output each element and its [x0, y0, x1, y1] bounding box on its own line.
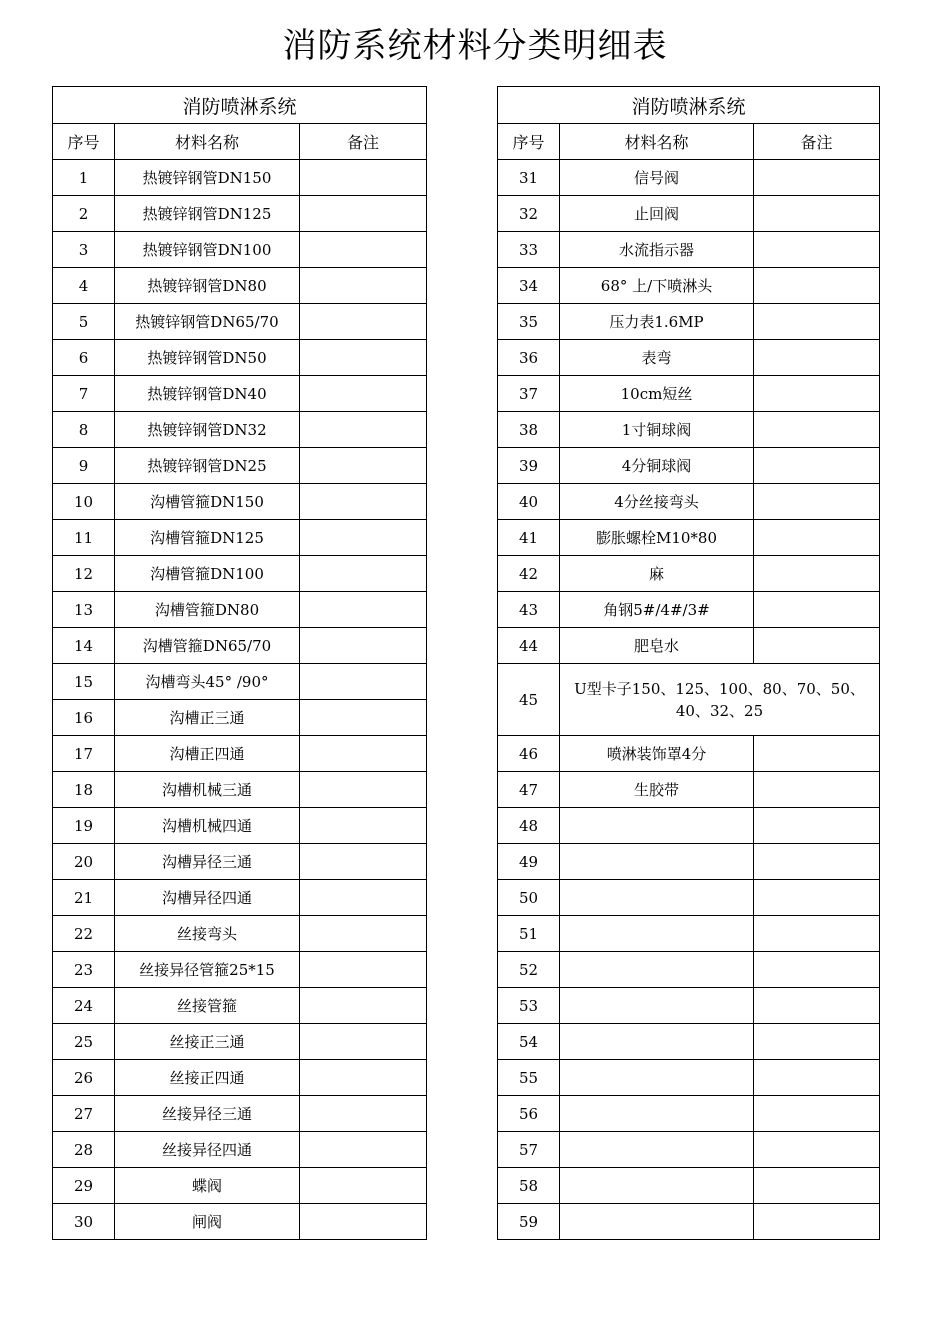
remark-cell — [754, 304, 880, 340]
remark-cell — [300, 1204, 427, 1240]
row-index: 34 — [498, 268, 560, 304]
remark-cell — [300, 736, 427, 772]
row-index: 33 — [498, 232, 560, 268]
table-row — [53, 772, 427, 808]
material-name: 热镀锌钢管DN50 — [115, 340, 300, 376]
material-name: 10cm短丝 — [560, 376, 754, 412]
row-index: 13 — [53, 592, 115, 628]
remark-cell — [754, 1024, 880, 1060]
row-index: 54 — [498, 1024, 560, 1060]
table-row — [498, 808, 880, 844]
remark-cell — [754, 988, 880, 1024]
row-index: 19 — [53, 808, 115, 844]
remark-cell — [754, 484, 880, 520]
table-row — [498, 988, 880, 1024]
table-row — [498, 880, 880, 916]
table-row — [53, 520, 427, 556]
material-name: 蝶阀 — [115, 1168, 300, 1204]
row-index: 5 — [53, 304, 115, 340]
material-name — [560, 1060, 754, 1096]
material-name: 闸阀 — [115, 1204, 300, 1240]
material-name: 膨胀螺栓M10*80 — [560, 520, 754, 556]
remark-cell — [754, 916, 880, 952]
table-row — [498, 160, 880, 196]
header-index: 序号 — [498, 124, 560, 160]
remark-cell — [754, 160, 880, 196]
remark-cell — [754, 1060, 880, 1096]
row-index: 48 — [498, 808, 560, 844]
material-name: 68° 上/下喷淋头 — [560, 268, 754, 304]
remark-cell — [300, 592, 427, 628]
table-row — [498, 196, 880, 232]
remark-cell — [754, 880, 880, 916]
material-name: 沟槽异径三通 — [115, 844, 300, 880]
remark-cell — [754, 592, 880, 628]
row-index: 10 — [53, 484, 115, 520]
row-index: 24 — [53, 988, 115, 1024]
table-row — [498, 340, 880, 376]
material-name: 角钢5#/4#/3# — [560, 592, 754, 628]
table-row — [498, 304, 880, 340]
table-row — [498, 628, 880, 664]
material-name — [560, 988, 754, 1024]
table-row — [53, 1204, 427, 1240]
row-index: 45 — [498, 664, 560, 736]
material-name — [560, 916, 754, 952]
row-index: 55 — [498, 1060, 560, 1096]
remark-cell — [300, 412, 427, 448]
material-name: 丝接弯头 — [115, 916, 300, 952]
remark-cell — [754, 196, 880, 232]
table-row — [498, 556, 880, 592]
material-name — [560, 1096, 754, 1132]
row-index: 2 — [53, 196, 115, 232]
row-index: 14 — [53, 628, 115, 664]
remark-cell — [300, 1024, 427, 1060]
row-index: 40 — [498, 484, 560, 520]
remark-cell — [754, 628, 880, 664]
table-row — [53, 484, 427, 520]
table-row — [53, 232, 427, 268]
remark-cell — [754, 772, 880, 808]
material-name: 热镀锌钢管DN150 — [115, 160, 300, 196]
header-material-name: 材料名称 — [560, 124, 754, 160]
table-row — [53, 844, 427, 880]
material-name — [560, 952, 754, 988]
table-row — [53, 1168, 427, 1204]
table-row — [53, 1132, 427, 1168]
table-row — [498, 448, 880, 484]
row-index: 47 — [498, 772, 560, 808]
table-row — [498, 268, 880, 304]
row-index: 27 — [53, 1096, 115, 1132]
remark-cell — [754, 376, 880, 412]
table-row — [498, 1060, 880, 1096]
material-table-left — [52, 86, 427, 1240]
material-name: 沟槽正三通 — [115, 700, 300, 736]
table-row — [498, 1168, 880, 1204]
table-row — [53, 412, 427, 448]
material-name: 表弯 — [560, 340, 754, 376]
remark-cell — [754, 952, 880, 988]
remark-cell — [754, 1204, 880, 1240]
row-index: 36 — [498, 340, 560, 376]
row-index: 3 — [53, 232, 115, 268]
material-name: 热镀锌钢管DN32 — [115, 412, 300, 448]
remark-cell — [300, 808, 427, 844]
material-name: 信号阀 — [560, 160, 754, 196]
row-index: 59 — [498, 1204, 560, 1240]
material-name: 沟槽异径四通 — [115, 880, 300, 916]
material-name: 沟槽正四通 — [115, 736, 300, 772]
table-row — [53, 736, 427, 772]
table-row — [498, 1132, 880, 1168]
remark-cell — [300, 772, 427, 808]
remark-cell — [754, 520, 880, 556]
table-row — [498, 412, 880, 448]
material-name — [560, 844, 754, 880]
material-name: 丝接正三通 — [115, 1024, 300, 1060]
row-index: 18 — [53, 772, 115, 808]
row-index: 29 — [53, 1168, 115, 1204]
material-name: 热镀锌钢管DN125 — [115, 196, 300, 232]
remark-cell — [754, 340, 880, 376]
row-index: 30 — [53, 1204, 115, 1240]
header-remark: 备注 — [754, 124, 880, 160]
remark-cell — [754, 808, 880, 844]
material-name: 1寸铜球阀 — [560, 412, 754, 448]
material-name: 沟槽管箍DN65/70 — [115, 628, 300, 664]
row-index: 41 — [498, 520, 560, 556]
row-index: 50 — [498, 880, 560, 916]
remark-cell — [300, 916, 427, 952]
table-row — [498, 232, 880, 268]
material-name: 热镀锌钢管DN65/70 — [115, 304, 300, 340]
row-index: 51 — [498, 916, 560, 952]
table-row — [498, 916, 880, 952]
table-row — [498, 736, 880, 772]
material-name: 沟槽管箍DN80 — [115, 592, 300, 628]
table-row — [498, 1024, 880, 1060]
remark-cell — [300, 880, 427, 916]
table-row — [53, 304, 427, 340]
material-name: 肥皂水 — [560, 628, 754, 664]
material-name — [560, 1168, 754, 1204]
remark-cell — [300, 304, 427, 340]
table-row — [53, 160, 427, 196]
material-name: 生胶带 — [560, 772, 754, 808]
remark-cell — [300, 664, 427, 700]
table-row — [53, 952, 427, 988]
table-row — [53, 448, 427, 484]
remark-cell — [300, 1096, 427, 1132]
remark-cell — [300, 520, 427, 556]
row-index: 12 — [53, 556, 115, 592]
material-name: 压力表1.6MP — [560, 304, 754, 340]
table-row — [498, 1204, 880, 1240]
table-row — [498, 1096, 880, 1132]
remark-cell — [300, 268, 427, 304]
row-index: 1 — [53, 160, 115, 196]
remark-cell — [300, 1060, 427, 1096]
row-index: 23 — [53, 952, 115, 988]
row-index: 42 — [498, 556, 560, 592]
row-index: 31 — [498, 160, 560, 196]
row-index: 21 — [53, 880, 115, 916]
row-index: 57 — [498, 1132, 560, 1168]
table-row — [53, 340, 427, 376]
remark-cell — [300, 340, 427, 376]
material-name: 水流指示器 — [560, 232, 754, 268]
header-material-name: 材料名称 — [115, 124, 300, 160]
material-name: 沟槽机械四通 — [115, 808, 300, 844]
row-index: 9 — [53, 448, 115, 484]
section-title: 消防喷淋系统 — [53, 87, 427, 124]
table-row — [498, 376, 880, 412]
remark-cell — [300, 1132, 427, 1168]
table-row — [53, 556, 427, 592]
table-row — [53, 988, 427, 1024]
remark-cell — [754, 268, 880, 304]
material-name: 4分铜球阀 — [560, 448, 754, 484]
row-index: 44 — [498, 628, 560, 664]
table-row — [53, 880, 427, 916]
row-index: 39 — [498, 448, 560, 484]
material-name: 热镀锌钢管DN100 — [115, 232, 300, 268]
table-row — [53, 1024, 427, 1060]
remark-cell — [754, 1132, 880, 1168]
remark-cell — [754, 1096, 880, 1132]
row-index: 32 — [498, 196, 560, 232]
remark-cell — [300, 988, 427, 1024]
row-index: 46 — [498, 736, 560, 772]
table-row — [53, 1096, 427, 1132]
remark-cell — [300, 628, 427, 664]
remark-cell — [300, 844, 427, 880]
table-row — [498, 664, 880, 736]
material-name: 喷淋装饰罩4分 — [560, 736, 754, 772]
remark-cell — [754, 844, 880, 880]
document-title: 消防系统材料分类明细表 — [282, 26, 668, 66]
row-index: 15 — [53, 664, 115, 700]
row-index: 49 — [498, 844, 560, 880]
table-row — [53, 268, 427, 304]
row-index: 8 — [53, 412, 115, 448]
table-row — [498, 592, 880, 628]
table-row — [53, 628, 427, 664]
material-name: 丝接正四通 — [115, 1060, 300, 1096]
remark-cell — [754, 1168, 880, 1204]
remark-cell — [754, 232, 880, 268]
table-row — [498, 520, 880, 556]
remark-cell — [300, 700, 427, 736]
table-row — [53, 916, 427, 952]
material-name — [560, 1132, 754, 1168]
remark-cell — [300, 160, 427, 196]
row-index: 17 — [53, 736, 115, 772]
material-name: 丝接异径四通 — [115, 1132, 300, 1168]
row-index: 35 — [498, 304, 560, 340]
material-name: 4分丝接弯头 — [560, 484, 754, 520]
material-name: 热镀锌钢管DN80 — [115, 268, 300, 304]
row-index: 22 — [53, 916, 115, 952]
table-row — [53, 592, 427, 628]
remark-cell — [300, 952, 427, 988]
material-name: 热镀锌钢管DN25 — [115, 448, 300, 484]
row-index: 26 — [53, 1060, 115, 1096]
header-index: 序号 — [53, 124, 115, 160]
remark-cell — [300, 376, 427, 412]
material-name: U型卡子150、125、100、80、70、50、40、32、25 — [560, 664, 880, 736]
remark-cell — [754, 736, 880, 772]
remark-cell — [300, 448, 427, 484]
table-row — [498, 484, 880, 520]
material-name — [560, 808, 754, 844]
material-name: 沟槽管箍DN150 — [115, 484, 300, 520]
row-index: 53 — [498, 988, 560, 1024]
material-name — [560, 1024, 754, 1060]
remark-cell — [300, 232, 427, 268]
section-title: 消防喷淋系统 — [498, 87, 880, 124]
row-index: 28 — [53, 1132, 115, 1168]
remark-cell — [300, 1168, 427, 1204]
material-name: 麻 — [560, 556, 754, 592]
row-index: 37 — [498, 376, 560, 412]
row-index: 16 — [53, 700, 115, 736]
material-name: 沟槽管箍DN100 — [115, 556, 300, 592]
row-index: 25 — [53, 1024, 115, 1060]
material-name: 沟槽管箍DN125 — [115, 520, 300, 556]
row-index: 43 — [498, 592, 560, 628]
row-index: 11 — [53, 520, 115, 556]
row-index: 6 — [53, 340, 115, 376]
row-index: 4 — [53, 268, 115, 304]
material-name: 热镀锌钢管DN40 — [115, 376, 300, 412]
remark-cell — [300, 484, 427, 520]
remark-cell — [300, 196, 427, 232]
row-index: 52 — [498, 952, 560, 988]
table-row — [53, 664, 427, 700]
table-row — [53, 1060, 427, 1096]
table-row — [53, 700, 427, 736]
remark-cell — [754, 556, 880, 592]
material-name: 丝接管箍 — [115, 988, 300, 1024]
material-name: 止回阀 — [560, 196, 754, 232]
table-row — [53, 196, 427, 232]
material-name: 沟槽机械三通 — [115, 772, 300, 808]
row-index: 38 — [498, 412, 560, 448]
material-name — [560, 880, 754, 916]
table-row — [53, 376, 427, 412]
header-remark: 备注 — [300, 124, 427, 160]
table-row — [53, 808, 427, 844]
remark-cell — [754, 412, 880, 448]
material-name: 丝接异径管箍25*15 — [115, 952, 300, 988]
remark-cell — [754, 448, 880, 484]
table-row — [498, 844, 880, 880]
material-table-right — [497, 86, 880, 1240]
material-name: 沟槽弯头45° /90° — [115, 664, 300, 700]
table-row — [498, 952, 880, 988]
material-name: 丝接异径三通 — [115, 1096, 300, 1132]
row-index: 7 — [53, 376, 115, 412]
row-index: 20 — [53, 844, 115, 880]
table-row — [498, 772, 880, 808]
material-name — [560, 1204, 754, 1240]
row-index: 58 — [498, 1168, 560, 1204]
row-index: 56 — [498, 1096, 560, 1132]
remark-cell — [300, 556, 427, 592]
